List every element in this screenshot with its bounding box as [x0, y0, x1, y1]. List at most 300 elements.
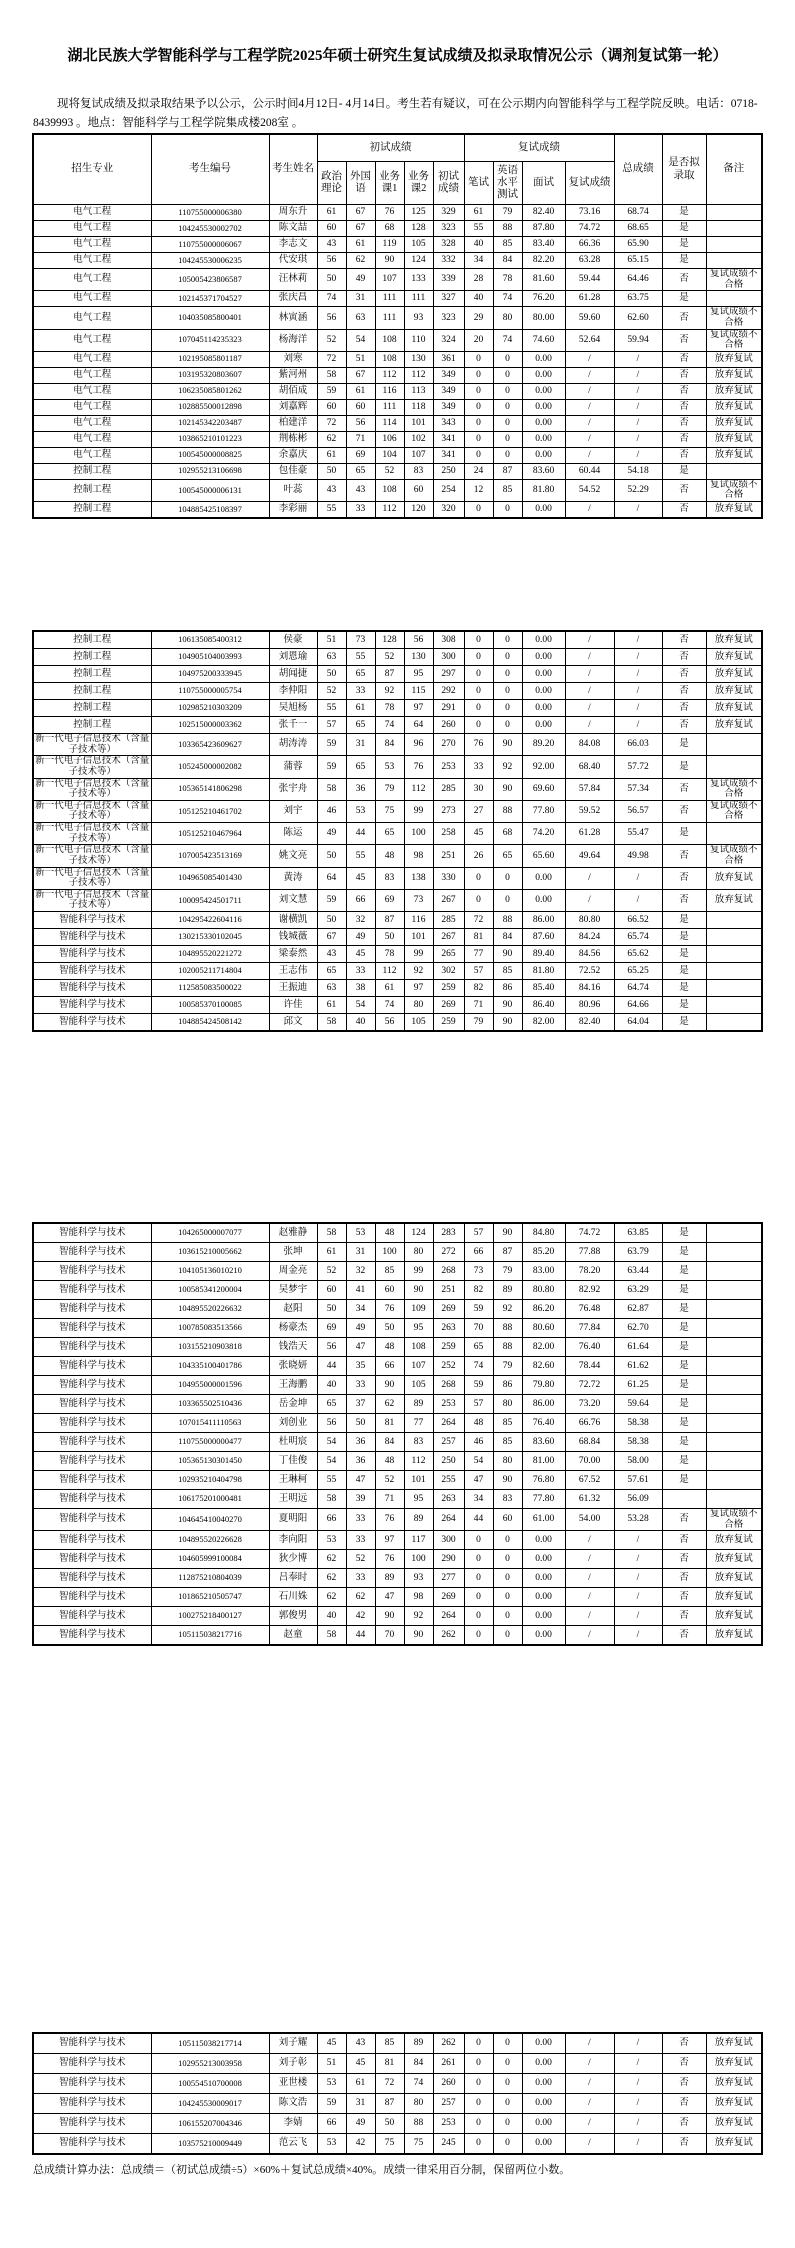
- page-title: 湖北民族大学智能科学与工程学院2025年硕士研究生复试成绩及拟录取情况公示（调剂复试第一轮）: [67, 48, 728, 64]
- cell-interview: 0.00: [522, 415, 565, 431]
- cell-politics: 44: [317, 1357, 346, 1376]
- cell-foreign-language: 43: [346, 479, 375, 501]
- cell-admitted: 否: [662, 1509, 706, 1531]
- cell-foreign-language: 36: [346, 778, 375, 800]
- cell-course1: 52: [375, 1471, 404, 1490]
- cell-english-level: 74: [493, 329, 522, 351]
- cell-major: 电气工程: [33, 431, 151, 447]
- cell-major: 智能科学与技术: [33, 1588, 151, 1607]
- cell-foreign-language: 66: [346, 889, 375, 911]
- cell-name: 刘子彰: [269, 2054, 317, 2074]
- cell-interview: 0.00: [522, 2094, 565, 2114]
- cell-initial-total: 277: [433, 1569, 464, 1588]
- cell-major: 新一代电子信息技术（含量子技术等）: [33, 823, 151, 845]
- cell-admitted: 否: [662, 2134, 706, 2155]
- cell-admitted: 否: [662, 415, 706, 431]
- table-row: [33, 778, 762, 800]
- table-row: [33, 963, 762, 980]
- cell-name: 张宇舟: [269, 778, 317, 800]
- cell-english-level: 0: [493, 2114, 522, 2134]
- cell-interview: 0.00: [522, 2054, 565, 2074]
- cell-name: 王明远: [269, 1490, 317, 1509]
- subheader-interview: 面试: [522, 162, 565, 205]
- cell-retest-total: 84.16: [565, 980, 614, 997]
- cell-admitted: 否: [662, 1607, 706, 1626]
- cell-course2: 80: [404, 2094, 433, 2114]
- cell-english-level: 0: [493, 351, 522, 367]
- cell-interview: 0.00: [522, 867, 565, 889]
- cell-course1: 90: [375, 1607, 404, 1626]
- cell-politics: 52: [317, 683, 346, 700]
- cell-written: 0: [464, 2134, 493, 2155]
- cell-interview: 85.20: [522, 1243, 565, 1262]
- cell-written: 0: [464, 2114, 493, 2134]
- intro-line-2: 8439993 。地点：智能科学与工程学院集成楼208室 。: [33, 117, 304, 129]
- cell-english-level: 0: [493, 2054, 522, 2074]
- cell-admitted: 否: [662, 666, 706, 683]
- cell-major: 智能科学与技术: [33, 1376, 151, 1395]
- cell-written: 0: [464, 2033, 493, 2054]
- cell-candidate-no: 104975200333945: [151, 666, 269, 683]
- cell-admitted: 否: [662, 479, 706, 501]
- cell-admitted: 否: [662, 431, 706, 447]
- cell-interview: 0.00: [522, 1607, 565, 1626]
- cell-candidate-no: 102005211714804: [151, 963, 269, 980]
- cell-name: 周金亮: [269, 1262, 317, 1281]
- cell-course1: 66: [375, 1357, 404, 1376]
- cell-course1: 84: [375, 734, 404, 756]
- cell-candidate-no: 102145342203487: [151, 415, 269, 431]
- cell-candidate-no: 102515000003362: [151, 717, 269, 734]
- cell-interview: 0.00: [522, 399, 565, 415]
- cell-english-level: 79: [493, 1262, 522, 1281]
- cell-initial-total: 262: [433, 1626, 464, 1646]
- cell-politics: 50: [317, 463, 346, 479]
- cell-course2: 73: [404, 889, 433, 911]
- cell-written: 0: [464, 1550, 493, 1569]
- cell-total: /: [614, 1550, 662, 1569]
- cell-course2: 107: [404, 447, 433, 463]
- cell-english-level: 0: [493, 2033, 522, 2054]
- cell-course1: 56: [375, 1014, 404, 1032]
- cell-major: 智能科学与技术: [33, 1262, 151, 1281]
- cell-written: 20: [464, 329, 493, 351]
- cell-candidate-no: 105125210461702: [151, 800, 269, 822]
- cell-foreign-language: 65: [346, 756, 375, 778]
- cell-foreign-language: 49: [346, 2114, 375, 2134]
- cell-course2: 74: [404, 2074, 433, 2094]
- cell-major: 智能科学与技术: [33, 1243, 151, 1262]
- cell-written: 0: [464, 447, 493, 463]
- cell-foreign-language: 45: [346, 867, 375, 889]
- cell-candidate-no: 104035085800401: [151, 307, 269, 329]
- cell-course1: 76: [375, 205, 404, 221]
- cell-retest-total: 54.00: [565, 1509, 614, 1531]
- cell-total: 54.18: [614, 463, 662, 479]
- cell-retest-total: /: [565, 415, 614, 431]
- cell-candidate-no: 104965085401430: [151, 867, 269, 889]
- cell-english-level: 0: [493, 649, 522, 666]
- cell-english-level: 0: [493, 1607, 522, 1626]
- cell-initial-total: 264: [433, 1509, 464, 1531]
- cell-politics: 43: [317, 479, 346, 501]
- cell-admitted: 否: [662, 845, 706, 867]
- cell-course1: 75: [375, 800, 404, 822]
- cell-remark: 放弃复试: [706, 1569, 762, 1588]
- cell-major: 智能科学与技术: [33, 1452, 151, 1471]
- table-row: [33, 700, 762, 717]
- cell-interview: 83.40: [522, 237, 565, 253]
- cell-initial-total: 300: [433, 649, 464, 666]
- cell-interview: 81.80: [522, 479, 565, 501]
- cell-major: 智能科学与技术: [33, 946, 151, 963]
- table-row: [33, 1243, 762, 1262]
- subheader-course2: 业务课2: [404, 162, 433, 205]
- table-row: [33, 1588, 762, 1607]
- cell-english-level: 88: [493, 1319, 522, 1338]
- cell-written: 30: [464, 778, 493, 800]
- cell-english-level: 0: [493, 2074, 522, 2094]
- cell-foreign-language: 56: [346, 415, 375, 431]
- intro-line-1: 现将复试成绩及拟录取结果予以公示，公示时间4月12日- 4月14日。考生若有疑议，可在公示期内向智能科学与工程学院反映。电话：0718-: [57, 98, 758, 110]
- cell-admitted: 否: [662, 700, 706, 717]
- cell-english-level: 0: [493, 717, 522, 734]
- cell-foreign-language: 61: [346, 237, 375, 253]
- table-row: [33, 929, 762, 946]
- cell-initial-total: 263: [433, 1319, 464, 1338]
- cell-retest-total: /: [565, 399, 614, 415]
- cell-admitted: 否: [662, 649, 706, 666]
- cell-course2: 56: [404, 631, 433, 649]
- cell-foreign-language: 35: [346, 1357, 375, 1376]
- cell-remark: [706, 1357, 762, 1376]
- cell-retest-total: /: [565, 666, 614, 683]
- cell-remark: 放弃复试: [706, 867, 762, 889]
- table-row: [33, 1262, 762, 1281]
- cell-course2: 111: [404, 291, 433, 307]
- cell-admitted: 否: [662, 1626, 706, 1646]
- cell-name: 刘创业: [269, 1414, 317, 1433]
- cell-interview: 0.00: [522, 383, 565, 399]
- cell-name: 张坤: [269, 1243, 317, 1262]
- cell-candidate-no: 107015411110563: [151, 1414, 269, 1433]
- cell-admitted: 是: [662, 963, 706, 980]
- cell-total: /: [614, 415, 662, 431]
- cell-english-level: 85: [493, 237, 522, 253]
- cell-foreign-language: 40: [346, 1014, 375, 1032]
- cell-remark: 复试成绩不合格: [706, 845, 762, 867]
- cell-total: 61.62: [614, 1357, 662, 1376]
- cell-admitted: 是: [662, 1414, 706, 1433]
- cell-initial-total: 252: [433, 1357, 464, 1376]
- cell-admitted: 否: [662, 1588, 706, 1607]
- cell-initial-total: 302: [433, 963, 464, 980]
- cell-written: 12: [464, 479, 493, 501]
- cell-initial-total: 292: [433, 683, 464, 700]
- cell-total: 63.44: [614, 1262, 662, 1281]
- cell-major: 控制工程: [33, 700, 151, 717]
- cell-name: 刘嘉辉: [269, 399, 317, 415]
- cell-retest-total: /: [565, 383, 614, 399]
- cell-retest-total: /: [565, 889, 614, 911]
- cell-initial-total: 297: [433, 666, 464, 683]
- cell-major: 智能科学与技术: [33, 1471, 151, 1490]
- cell-total: /: [614, 383, 662, 399]
- cell-english-level: 0: [493, 1569, 522, 1588]
- cell-written: 73: [464, 1262, 493, 1281]
- cell-english-level: 0: [493, 415, 522, 431]
- cell-english-level: 87: [493, 463, 522, 479]
- cell-foreign-language: 55: [346, 649, 375, 666]
- cell-name: 梁泰然: [269, 946, 317, 963]
- cell-interview: 81.80: [522, 963, 565, 980]
- cell-name: 胡闻捷: [269, 666, 317, 683]
- cell-initial-total: 259: [433, 980, 464, 997]
- cell-written: 33: [464, 756, 493, 778]
- cell-remark: 复试成绩不合格: [706, 1509, 762, 1531]
- cell-foreign-language: 45: [346, 946, 375, 963]
- header-initial-group: 初试成绩: [317, 134, 464, 162]
- cell-written: 24: [464, 463, 493, 479]
- cell-retest-total: /: [565, 447, 614, 463]
- cell-initial-total: 264: [433, 1607, 464, 1626]
- cell-politics: 72: [317, 415, 346, 431]
- cell-politics: 62: [317, 1569, 346, 1588]
- cell-written: 76: [464, 734, 493, 756]
- cell-english-level: 85: [493, 1414, 522, 1433]
- cell-written: 0: [464, 717, 493, 734]
- cell-retest-total: 68.40: [565, 756, 614, 778]
- cell-foreign-language: 50: [346, 1414, 375, 1433]
- cell-course2: 124: [404, 1223, 433, 1243]
- cell-candidate-no: 107005423513169: [151, 845, 269, 867]
- cell-english-level: 85: [493, 1433, 522, 1452]
- score-formula-note: 总成绩计算办法：总成绩＝（初试总成绩÷5）×60%＋复试总成绩×40%。成绩一律采用百分制，保留两位小数。: [33, 2164, 571, 2176]
- cell-foreign-language: 65: [346, 463, 375, 479]
- cell-candidate-no: 102955213003958: [151, 2054, 269, 2074]
- cell-course2: 118: [404, 399, 433, 415]
- cell-total: /: [614, 502, 662, 519]
- cell-admitted: 是: [662, 1243, 706, 1262]
- cell-english-level: 0: [493, 1588, 522, 1607]
- cell-candidate-no: 104245530009017: [151, 2094, 269, 2114]
- cell-major: 电气工程: [33, 399, 151, 415]
- cell-retest-total: 70.00: [565, 1452, 614, 1471]
- cell-remark: [706, 1452, 762, 1471]
- cell-admitted: 是: [662, 463, 706, 479]
- cell-foreign-language: 53: [346, 800, 375, 822]
- cell-retest-total: 73.20: [565, 1395, 614, 1414]
- cell-admitted: 否: [662, 1531, 706, 1550]
- table-row: [33, 1569, 762, 1588]
- cell-course1: 97: [375, 1531, 404, 1550]
- cell-major: 电气工程: [33, 329, 151, 351]
- cell-admitted: 否: [662, 269, 706, 291]
- cell-interview: 81.60: [522, 269, 565, 291]
- cell-foreign-language: 33: [346, 683, 375, 700]
- cell-remark: [706, 1014, 762, 1032]
- cell-major: 电气工程: [33, 291, 151, 307]
- cell-name: 李仲阳: [269, 683, 317, 700]
- cell-major: 电气工程: [33, 351, 151, 367]
- cell-total: 57.61: [614, 1471, 662, 1490]
- cell-course1: 48: [375, 845, 404, 867]
- subheader-initial-total: 初试成绩: [433, 162, 464, 205]
- cell-major: 智能科学与技术: [33, 929, 151, 946]
- cell-foreign-language: 47: [346, 1471, 375, 1490]
- cell-course2: 75: [404, 2134, 433, 2155]
- cell-retest-total: 66.76: [565, 1414, 614, 1433]
- cell-written: 77: [464, 946, 493, 963]
- table-row: [33, 717, 762, 734]
- cell-politics: 59: [317, 2094, 346, 2114]
- table-row: [33, 2074, 762, 2094]
- cell-foreign-language: 47: [346, 1338, 375, 1357]
- cell-candidate-no: 110755000006380: [151, 205, 269, 221]
- cell-written: 45: [464, 823, 493, 845]
- cell-name: 许佳: [269, 997, 317, 1014]
- cell-politics: 59: [317, 734, 346, 756]
- cell-admitted: 是: [662, 997, 706, 1014]
- cell-candidate-no: 104295422604116: [151, 912, 269, 929]
- cell-total: 64.46: [614, 269, 662, 291]
- cell-candidate-no: 100545000008825: [151, 447, 269, 463]
- cell-initial-total: 290: [433, 1550, 464, 1569]
- cell-remark: 放弃复试: [706, 383, 762, 399]
- cell-course2: 98: [404, 1588, 433, 1607]
- cell-written: 0: [464, 351, 493, 367]
- cell-admitted: 是: [662, 1452, 706, 1471]
- cell-foreign-language: 54: [346, 329, 375, 351]
- cell-politics: 55: [317, 700, 346, 717]
- cell-retest-total: /: [565, 2094, 614, 2114]
- cell-politics: 62: [317, 1550, 346, 1569]
- cell-remark: 复试成绩不合格: [706, 778, 762, 800]
- cell-remark: [706, 1433, 762, 1452]
- table-row: [33, 399, 762, 415]
- table-row: [33, 1338, 762, 1357]
- cell-course2: 90: [404, 1626, 433, 1646]
- cell-course1: 92: [375, 683, 404, 700]
- cell-course2: 99: [404, 800, 433, 822]
- cell-remark: [706, 929, 762, 946]
- cell-english-level: 85: [493, 963, 522, 980]
- cell-course2: 105: [404, 237, 433, 253]
- cell-admitted: 是: [662, 205, 706, 221]
- cell-interview: 65.60: [522, 845, 565, 867]
- cell-written: 44: [464, 1509, 493, 1531]
- cell-written: 81: [464, 929, 493, 946]
- cell-total: 62.70: [614, 1319, 662, 1338]
- cell-name: 胡涛涛: [269, 734, 317, 756]
- cell-written: 0: [464, 1569, 493, 1588]
- cell-written: 0: [464, 2074, 493, 2094]
- cell-politics: 56: [317, 307, 346, 329]
- cell-course1: 79: [375, 778, 404, 800]
- cell-interview: 76.80: [522, 1471, 565, 1490]
- cell-written: 66: [464, 1243, 493, 1262]
- cell-total: 64.74: [614, 980, 662, 997]
- cell-written: 74: [464, 1357, 493, 1376]
- cell-major: 电气工程: [33, 415, 151, 431]
- cell-interview: 0.00: [522, 367, 565, 383]
- cell-course2: 120: [404, 502, 433, 519]
- cell-course1: 61: [375, 980, 404, 997]
- cell-remark: [706, 221, 762, 237]
- cell-retest-total: /: [565, 700, 614, 717]
- cell-interview: 0.00: [522, 889, 565, 911]
- cell-admitted: 否: [662, 2114, 706, 2134]
- cell-candidate-no: 130215330102045: [151, 929, 269, 946]
- cell-foreign-language: 55: [346, 845, 375, 867]
- cell-total: /: [614, 889, 662, 911]
- cell-retest-total: /: [565, 1569, 614, 1588]
- cell-foreign-language: 33: [346, 1376, 375, 1395]
- cell-name: 叶蕊: [269, 479, 317, 501]
- cell-course1: 111: [375, 307, 404, 329]
- cell-admitted: 是: [662, 912, 706, 929]
- cell-interview: 0.00: [522, 683, 565, 700]
- cell-retest-total: /: [565, 351, 614, 367]
- table-row: [33, 2094, 762, 2114]
- cell-major: 智能科学与技术: [33, 963, 151, 980]
- cell-total: /: [614, 1531, 662, 1550]
- cell-retest-total: 77.88: [565, 1243, 614, 1262]
- cell-course2: 92: [404, 1607, 433, 1626]
- cell-retest-total: /: [565, 867, 614, 889]
- cell-written: 55: [464, 221, 493, 237]
- cell-english-level: 92: [493, 756, 522, 778]
- cell-english-level: 90: [493, 1223, 522, 1243]
- cell-remark: 放弃复试: [706, 889, 762, 911]
- results-table-block-4: [32, 2032, 763, 2155]
- cell-foreign-language: 65: [346, 666, 375, 683]
- cell-name: 包佳豪: [269, 463, 317, 479]
- cell-candidate-no: 104105136010210: [151, 1262, 269, 1281]
- cell-major: 控制工程: [33, 479, 151, 501]
- header-candidate-no: 考生编号: [151, 134, 269, 205]
- cell-name: 郭俊男: [269, 1607, 317, 1626]
- cell-foreign-language: 36: [346, 1452, 375, 1471]
- cell-foreign-language: 61: [346, 383, 375, 399]
- cell-remark: 放弃复试: [706, 399, 762, 415]
- table-row: [33, 479, 762, 501]
- cell-total: /: [614, 700, 662, 717]
- cell-interview: 0.00: [522, 351, 565, 367]
- cell-major: 智能科学与技术: [33, 1550, 151, 1569]
- cell-politics: 40: [317, 1607, 346, 1626]
- cell-written: 0: [464, 431, 493, 447]
- cell-foreign-language: 44: [346, 1626, 375, 1646]
- cell-english-level: 79: [493, 1357, 522, 1376]
- cell-total: /: [614, 1626, 662, 1646]
- cell-name: 赵雅静: [269, 1223, 317, 1243]
- cell-retest-total: 61.28: [565, 291, 614, 307]
- cell-written: 61: [464, 205, 493, 221]
- cell-name: 杨海洋: [269, 329, 317, 351]
- cell-remark: 放弃复试: [706, 2094, 762, 2114]
- cell-english-level: 92: [493, 1300, 522, 1319]
- cell-politics: 58: [317, 1223, 346, 1243]
- cell-remark: 放弃复试: [706, 2054, 762, 2074]
- header-admitted: 是否拟录取: [662, 134, 706, 205]
- cell-admitted: 是: [662, 1319, 706, 1338]
- cell-politics: 61: [317, 1243, 346, 1262]
- cell-initial-total: 323: [433, 307, 464, 329]
- cell-admitted: 否: [662, 2074, 706, 2094]
- cell-course2: 83: [404, 1433, 433, 1452]
- cell-admitted: 否: [662, 2094, 706, 2114]
